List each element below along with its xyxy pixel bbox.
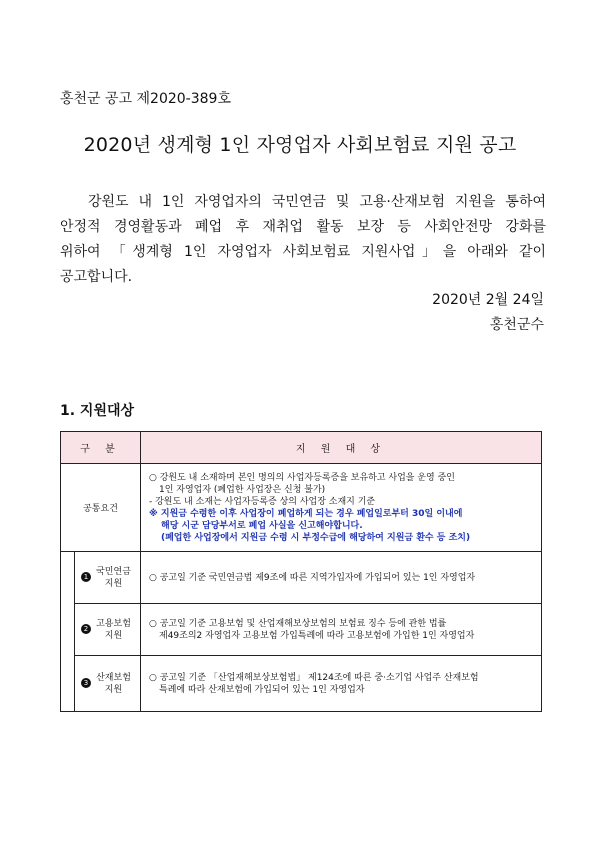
- common-line: 1인 자영업자 (폐업한 사업장은 신청 불가): [159, 484, 326, 495]
- row-desc-line: ○ 공고일 기준 고용보험 및 산업재해보상보험의 보험료 징수 등에 관한 법률: [149, 618, 447, 629]
- row-label-line: 산재보험: [96, 672, 131, 683]
- common-line: ○ 강원도 내 소재하며 본인 명의의 사업자등록증을 보유하고 사업을 운영 중인: [149, 472, 455, 483]
- common-line: - 강원도 내 소재는 사업자등록증 상의 사업장 소재지 기준: [149, 496, 376, 507]
- body-line: 강원도 내 1인 자영업자의 국민연금 및 고용·산재보험 지원을 통하여: [88, 194, 546, 210]
- number-badge: 2: [81, 624, 91, 634]
- section-title: 1. 지원대상: [60, 403, 135, 419]
- row-label-line: 국민연금: [96, 566, 131, 577]
- row-label-line: 지원: [104, 578, 123, 589]
- common-note: 해당 시군 담당부서로 폐업 사실을 신고해야합니다.: [161, 520, 363, 531]
- table-row: [61, 656, 542, 712]
- body-line: 공고합니다.: [60, 269, 133, 285]
- announcement-date: 2020년 2월 24일: [432, 292, 544, 308]
- number-badge: 1: [81, 572, 91, 582]
- common-desc: [141, 464, 542, 552]
- notice-number: 홍천군 공고 제2020-389호: [60, 91, 231, 107]
- row-desc-line: 제49조의2 자영업자 고용보험 가입특례에 따라 고용보험에 가입한 1인 자영업자: [159, 630, 475, 641]
- row-desc: [141, 552, 542, 604]
- table-spacer: [61, 604, 75, 656]
- table-spacer: [61, 552, 75, 604]
- row-label-line: 고용보험: [96, 618, 131, 629]
- announcement-body: [60, 190, 546, 290]
- table-spacer: [61, 656, 75, 712]
- row-desc-line: ○ 공고일 기준 「산업재해보상보험법」 제124조에 따른 중·소기업 사업주 산재보험: [149, 672, 479, 683]
- body-line: 안정적 경영활동과 폐업 후 재취업 활동 보장 등 사회안전망 강화를: [60, 219, 546, 235]
- row-desc-line: 특례에 따라 산재보험에 가입되어 있는 1인 자영업자: [159, 684, 365, 695]
- common-note: ※ 지원금 수령한 이후 사업장이 폐업하게 되는 경우 폐업일로부터 30일 이내에: [149, 508, 463, 519]
- eligibility-table: [60, 431, 542, 712]
- row-label: [75, 656, 141, 712]
- row-desc-line: ○ 공고일 기준 국민연금법 제9조에 따른 지역가입자에 가입되어 있는 1인 자영업자: [149, 572, 476, 583]
- row-label: [75, 552, 141, 604]
- row-desc: [141, 604, 542, 656]
- table-row-common: [61, 464, 542, 552]
- issuer: 홍천군수: [489, 317, 544, 333]
- table-header-row: [61, 432, 542, 464]
- header-category: 구 분: [61, 432, 141, 464]
- row-label: [75, 604, 141, 656]
- common-label: 공통요건: [61, 464, 141, 552]
- page-title: 2020년 생계형 1인 자영업자 사회보험료 지원 공고: [83, 134, 517, 156]
- body-line: 위하여 「생계형 1인 자영업자 사회보험료 지원사업」을 아래와 같이: [60, 244, 546, 260]
- number-badge: 3: [81, 678, 91, 688]
- row-label-line: 지원: [104, 684, 123, 695]
- header-target: 지 원 대 상: [141, 432, 542, 464]
- row-desc: [141, 656, 542, 712]
- table-row: [61, 604, 542, 656]
- common-note: (폐업한 사업장에서 지원금 수령 시 부정수급에 해당하여 지원금 환수 등 조치): [161, 532, 471, 543]
- table-row: [61, 552, 542, 604]
- row-label-line: 지원: [104, 630, 123, 641]
